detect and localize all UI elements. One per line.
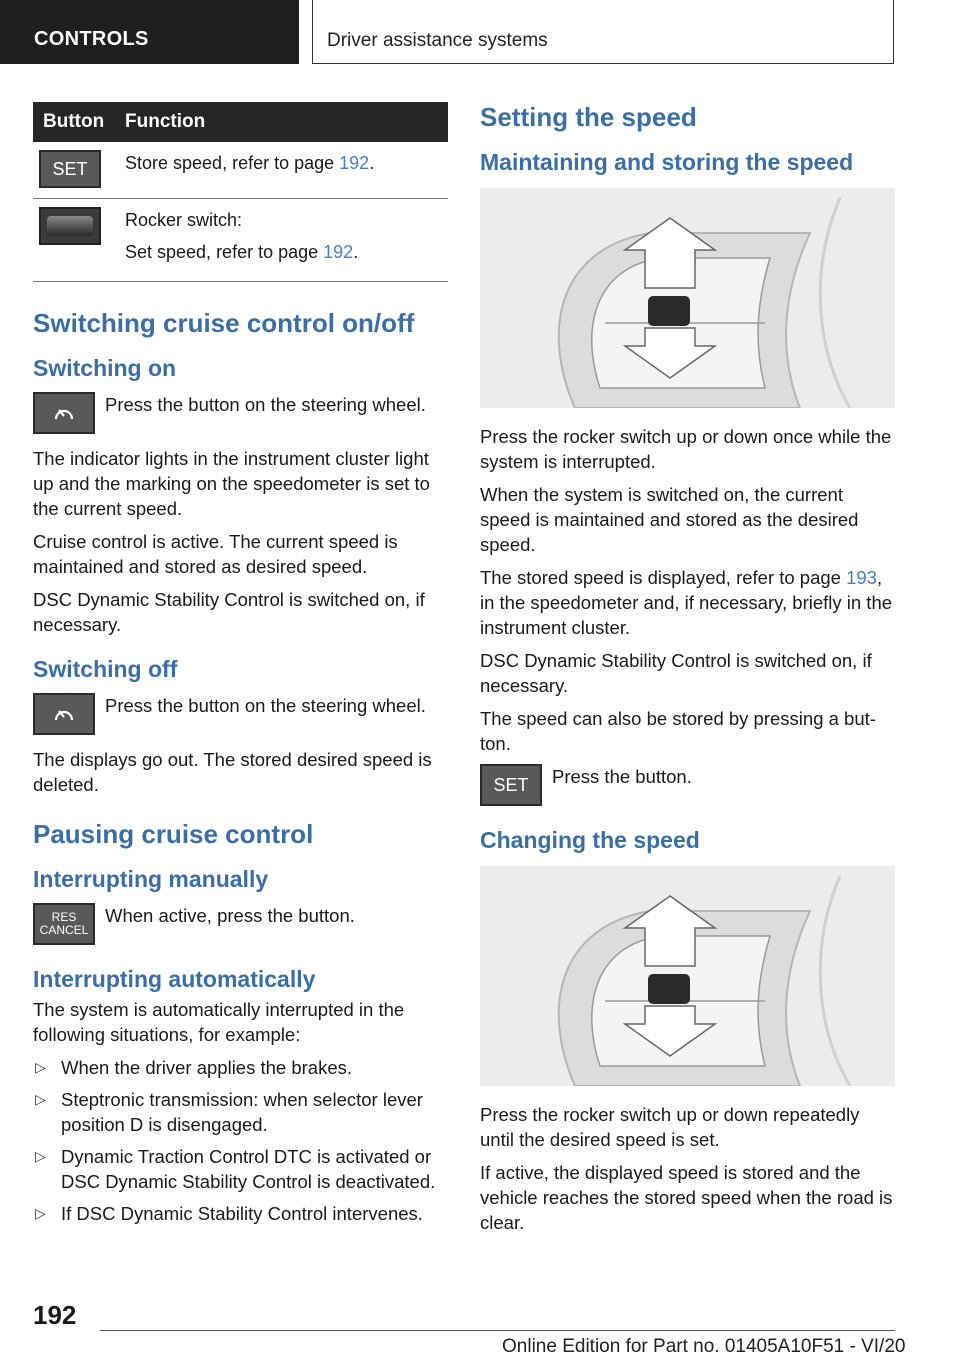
paragraph: Cruise control is active. The current speed is maintained and stored as desired speed.: [33, 531, 398, 577]
steering-wheel-rocker-illustration: [480, 866, 895, 1086]
footer-divider: [100, 1330, 895, 1331]
paragraph: The speed can also be stored by pressing a but‐ton.: [480, 708, 876, 754]
heading-switching-on: Switching on: [33, 355, 177, 381]
bullet-icon: ▷: [35, 1148, 46, 1164]
cruise-control-button-icon: [33, 392, 95, 434]
paragraph: The system is automatically interrupted in the following situations, for example:: [33, 999, 405, 1045]
row-text: Set speed, refer to page: [125, 242, 324, 262]
left-column: [33, 102, 448, 1233]
header-chapter-tab: [312, 0, 894, 64]
bullet-icon: ▷: [35, 1205, 46, 1221]
table-row: Rocker switch: Set speed, refer to page 192.: [33, 199, 448, 282]
heading-switching-off: Switching off: [33, 656, 178, 682]
paragraph: DSC Dynamic Stability Control is switched on, if necessary.: [480, 650, 872, 696]
row-text: Store speed, refer to page: [125, 153, 340, 173]
interrupt-situation-list: [33, 1055, 448, 1226]
bullet-icon: ▷: [35, 1059, 46, 1075]
bullet-icon: ▷: [35, 1091, 46, 1107]
col-header-button: Button: [33, 102, 125, 142]
set-button-icon: SET: [39, 150, 101, 188]
page-number: 192: [33, 1300, 77, 1330]
header-section-title: CONTROLS: [34, 28, 149, 50]
heading-interrupting-manually: Interrupting manually: [33, 866, 269, 892]
list-item: ▷ If DSC Dynamic Stability Control intervenes.: [35, 1203, 423, 1224]
heading-interrupting-automatically: Interrupting automatically: [33, 966, 316, 992]
paragraph: The stored speed is displayed, refer to page 193, in the speedometer and, if necessary, briefly in the instrument cluster.: [480, 567, 893, 638]
heading-changing-speed: Changing the speed: [480, 827, 700, 853]
set-instruction: Press the button.: [552, 766, 692, 787]
heading-maintaining-storing: Maintaining and storing the speed: [480, 149, 854, 175]
paragraph: When the system is switched on, the current speed is maintained and stored as the desired speed.: [480, 484, 859, 555]
rocker-switch-icon: [39, 207, 101, 245]
list-item: ▷ Steptronic transmission: when selector lever position D is disengaged.: [35, 1089, 423, 1135]
page-link[interactable]: 193: [846, 567, 877, 588]
col-header-function: Function: [125, 102, 448, 142]
paragraph: DSC Dynamic Stability Control is switched on, if necessary.: [33, 589, 425, 635]
footer-edition: Online Edition for Part no. 01405A10F51 - VI/20: [502, 1336, 906, 1357]
switch-on-instruction: Press the button on the steering wheel.: [105, 394, 426, 415]
row-label: Rocker switch:: [125, 210, 243, 230]
paragraph: Press the rocker switch up or down once while the system is interrupted.: [480, 426, 892, 472]
right-column: [480, 102, 895, 1243]
header-section-tab: [0, 0, 299, 64]
paragraph: If active, the displayed speed is stored and the vehicle reaches the stored speed when the road is clear.: [480, 1162, 893, 1233]
paragraph: The indicator lights in the instrument cluster light up and the marking on the speedometer is set to the current speed.: [33, 448, 430, 519]
page-link[interactable]: 192: [339, 153, 370, 173]
table-header-row: [33, 102, 448, 142]
switch-off-instruction: Press the button on the steering wheel.: [105, 695, 426, 716]
header-chapter-title: Driver assistance systems: [327, 30, 548, 51]
res-cancel-button-icon: RES CANCEL: [33, 903, 95, 945]
manual-interrupt-instruction: When active, press the button.: [105, 905, 355, 926]
heading-switching-on-off: Switching cruise control on/off: [33, 308, 415, 338]
paragraph: Press the rocker switch up or down repeatedly until the desired speed is set.: [480, 1104, 860, 1150]
page-link[interactable]: 192: [323, 242, 354, 262]
heading-pausing: Pausing cruise control: [33, 819, 314, 849]
heading-setting-speed: Setting the speed: [480, 102, 697, 132]
cruise-control-button-icon: [33, 693, 95, 735]
paragraph: The displays go out. The stored desired speed is deleted.: [33, 749, 432, 795]
steering-wheel-rocker-illustration: [480, 188, 895, 408]
list-item: ▷ Dynamic Traction Control DTC is activated or DSC Dynamic Stability Control is deactivated.: [35, 1146, 436, 1192]
button-function-table: [33, 102, 448, 282]
set-button-icon: SET: [480, 764, 542, 806]
table-row: SET Store speed, refer to page 192.: [33, 142, 448, 199]
list-item: ▷ When the driver applies the brakes.: [35, 1057, 353, 1078]
